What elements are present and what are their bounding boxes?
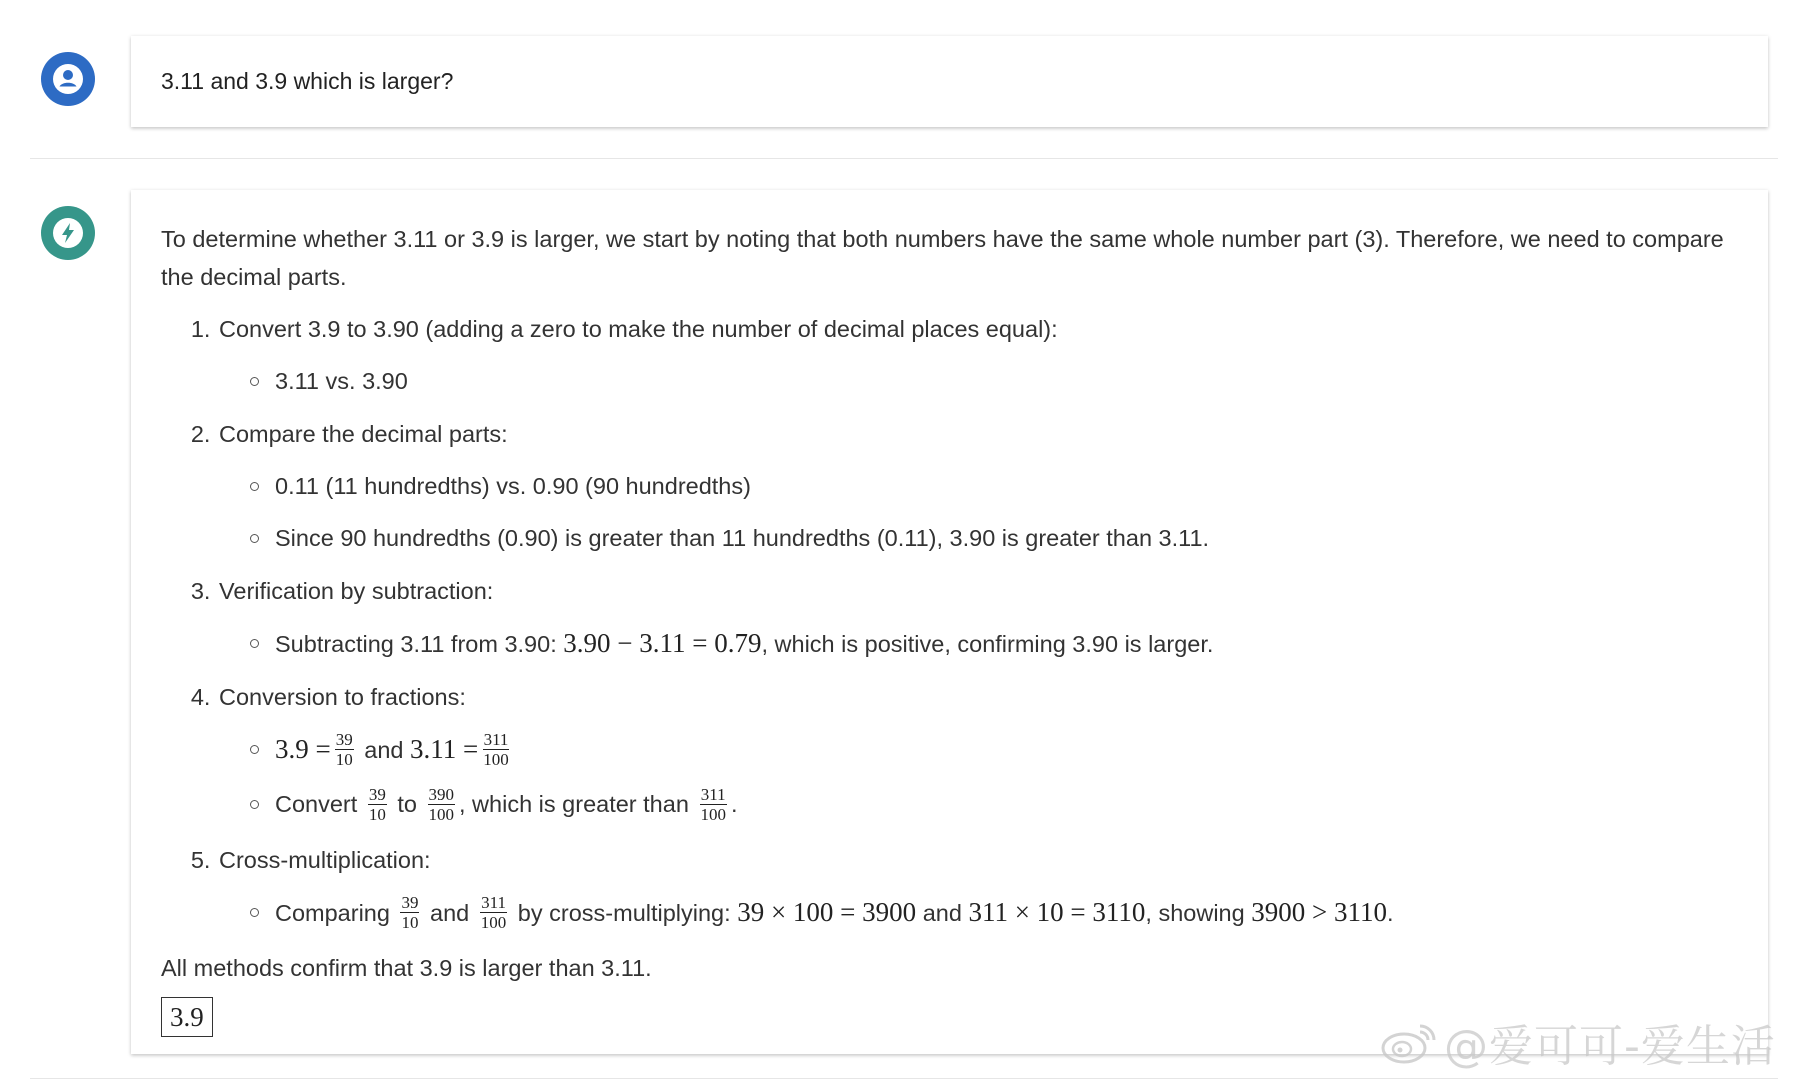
- bullet-text: and: [916, 899, 969, 926]
- watermark-text: @爱可可-爱生活: [1444, 1021, 1776, 1072]
- fraction: [400, 893, 419, 932]
- numerator: 39: [401, 892, 419, 912]
- steps-list: [161, 310, 1738, 934]
- bullet-text: to: [390, 791, 424, 818]
- boxed-answer: 3.9: [161, 997, 213, 1037]
- bullet-text: .: [730, 791, 738, 818]
- denominator: 10: [368, 804, 386, 824]
- fraction: [335, 730, 354, 769]
- bullet-text: Comparing: [275, 899, 397, 926]
- user-icon: [51, 62, 85, 96]
- fraction: [699, 785, 727, 824]
- bullet-text: , which is greater than: [459, 791, 696, 818]
- assistant-message-card: [131, 190, 1768, 1054]
- fraction: [368, 785, 387, 824]
- bolt-icon: [51, 216, 85, 250]
- fraction: [482, 730, 510, 769]
- bullet-text: Convert: [275, 791, 364, 818]
- math-expression: 3.11 =: [410, 734, 479, 764]
- step-title: Compare the decimal parts:: [219, 421, 508, 447]
- numerator: 39: [368, 784, 386, 804]
- weibo-icon: [1380, 1020, 1438, 1064]
- denominator: 100: [700, 804, 726, 824]
- bullet-text: by cross-multiplying:: [511, 899, 738, 926]
- numerator: 39: [335, 730, 353, 750]
- bullet: [275, 730, 1738, 771]
- step-title: Conversion to fractions:: [219, 684, 466, 710]
- bullet-text: , which is positive, confirming 3.90 is larger.: [761, 631, 1214, 657]
- bullet: Since 90 hundredths (0.90) is greater than 11 hundredths (0.11), 3.90 is greater than 3.11.: [275, 519, 1738, 557]
- step-title: Verification by subtraction:: [219, 578, 494, 604]
- math-expression: 311 × 10 = 3110: [968, 896, 1146, 927]
- denominator: 10: [335, 750, 353, 770]
- denominator: 10: [401, 912, 419, 932]
- bullet: [275, 893, 1738, 934]
- math-expression: 3900 > 3110: [1251, 896, 1387, 927]
- bullet: 0.11 (11 hundredths) vs. 0.90 (90 hundredths): [275, 467, 1738, 505]
- step-title: Cross-multiplication:: [219, 846, 431, 873]
- numerator: 311: [700, 784, 726, 804]
- fraction: [480, 893, 508, 932]
- math-expression: 3.90 − 3.11 = 0.79: [563, 628, 762, 658]
- denominator: 100: [480, 912, 507, 932]
- bullet-text: .: [1386, 899, 1394, 926]
- numerator: 311: [483, 730, 509, 750]
- conclusion-text: All methods confirm that 3.9 is larger than 3.11.: [161, 954, 652, 981]
- bullet: 3.11 vs. 3.90: [275, 362, 1738, 400]
- message-divider: [30, 158, 1778, 159]
- bullet-text: , showing: [1145, 899, 1252, 926]
- bullet: [275, 785, 1738, 825]
- user-avatar: [41, 52, 95, 106]
- step-3: [217, 572, 1738, 663]
- numerator: 390: [428, 784, 454, 804]
- math-expression: 39 × 100 = 3900: [737, 896, 917, 927]
- numerator: 311: [481, 892, 506, 912]
- math-expression: 3.9 =: [275, 734, 331, 764]
- assistant-avatar: [41, 206, 95, 260]
- step-2: [217, 415, 1738, 557]
- bullet-text: Subtracting 3.11 from 3.90:: [275, 631, 564, 657]
- intro-paragraph: To determine whether 3.11 or 3.9 is larger, we start by noting that both numbers have the same whole number part (3). Therefore, we need to compare the decimal parts.: [161, 226, 1724, 290]
- fraction: [428, 785, 456, 824]
- step-title: Convert 3.9 to 3.90 (adding a zero to make the number of decimal places equal):: [219, 316, 1058, 342]
- bullet-text: and: [357, 737, 411, 763]
- watermark: [1380, 1010, 1776, 1074]
- user-message-text: 3.11 and 3.9 which is larger?: [161, 68, 454, 94]
- bullet-text: and: [423, 899, 476, 926]
- step-1: [217, 310, 1738, 400]
- user-message-card: [131, 36, 1768, 127]
- step-4: [217, 678, 1738, 826]
- step-5: [217, 841, 1738, 934]
- denominator: 100: [428, 804, 454, 824]
- bullet: [275, 624, 1738, 663]
- message-divider: [30, 1078, 1778, 1079]
- denominator: 100: [483, 750, 509, 770]
